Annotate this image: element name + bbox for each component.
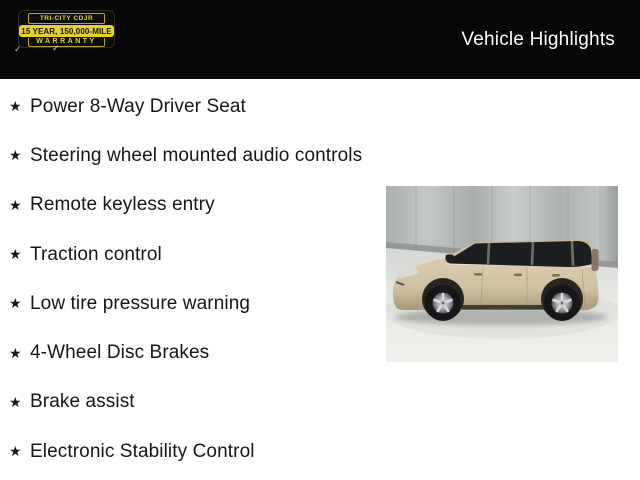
highlight-label: Traction control: [30, 243, 162, 265]
vehicle-photo: [386, 186, 618, 362]
side-mirror: [445, 254, 455, 262]
minivan-graphic: [386, 186, 618, 362]
checkmark-icon: ✓: [14, 44, 22, 54]
star-bullet-icon: ★: [9, 196, 22, 213]
highlight-label: Brake assist: [30, 391, 135, 413]
star-bullet-icon: ★: [9, 98, 22, 115]
star-bullet-icon: ★: [9, 246, 22, 263]
taillight: [592, 249, 599, 271]
checkmark-icon: ✓: [52, 43, 60, 53]
highlight-item: [8, 181, 380, 230]
highlight-item: [8, 131, 380, 180]
rocker-panel: [462, 305, 544, 310]
dealer-warranty-badge: [18, 10, 115, 48]
highlight-label: Remote keyless entry: [30, 194, 215, 216]
star-bullet-icon: ★: [9, 443, 22, 460]
highlight-label: Low tire pressure warning: [30, 292, 251, 314]
dealer-name-label: TRI-CITY CDJR: [28, 13, 105, 24]
highlight-label: Power 8-Way Driver Seat: [30, 95, 246, 117]
highlight-item: [8, 328, 380, 377]
highlight-label: Steering wheel mounted audio controls: [30, 144, 363, 166]
warranty-label: WARRANTY: [28, 38, 105, 47]
star-bullet-icon: ★: [9, 344, 22, 361]
highlight-label: 4-Wheel Disc Brakes: [30, 342, 210, 364]
header-bar: [0, 0, 640, 79]
star-bullet-icon: ★: [9, 147, 22, 164]
highlight-item: [8, 82, 380, 131]
highlight-item: [8, 279, 380, 328]
highlight-item: [8, 427, 380, 476]
warranty-term-label: 15 YEAR, 150,000-MILE: [19, 25, 114, 37]
highlight-item: [8, 378, 380, 427]
highlight-label: Electronic Stability Control: [30, 440, 255, 462]
highlights-list: [8, 82, 380, 476]
page-title: Vehicle Highlights: [461, 29, 615, 50]
star-bullet-icon: ★: [9, 393, 22, 410]
highlight-item: [8, 230, 380, 279]
star-bullet-icon: ★: [9, 295, 22, 312]
